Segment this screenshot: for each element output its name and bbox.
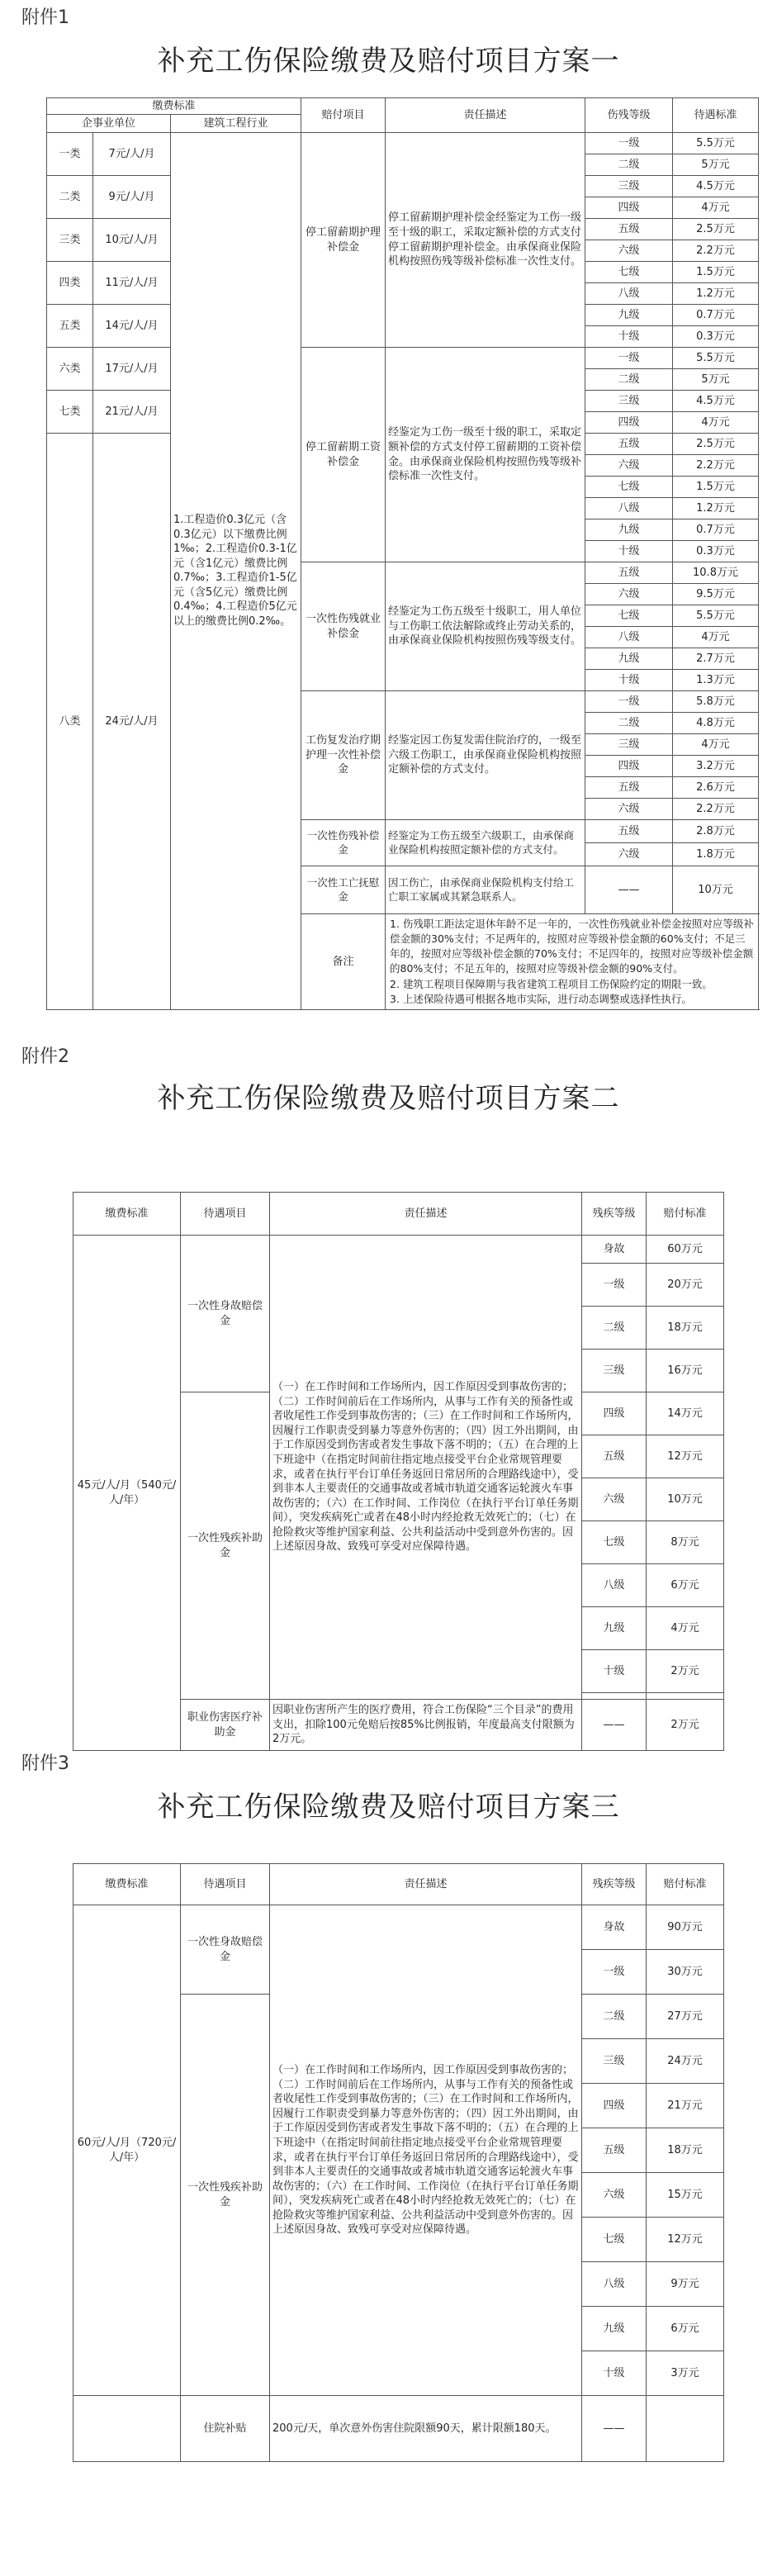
- construction-header: 建筑工程行业: [171, 115, 301, 133]
- annex3-title: 补充工伤保险缴费及赔付项目方案三: [157, 1791, 620, 1824]
- enterprise-fee: 7元/人/月: [93, 133, 171, 176]
- level-header: 伤残等级: [585, 98, 673, 133]
- medical-description: 因职业伤害所产生的医疗费用，符合工伤保险“三个目录”的费用支出，扣除100元免赔后按85%比例报销，年度最高支付限额为2万元。: [270, 1700, 582, 1751]
- amount-cell: 2.2万元: [673, 799, 759, 820]
- level-cell: 一级: [585, 133, 673, 154]
- amount-cell: 5万元: [673, 369, 759, 391]
- level-header: 残疾等级: [582, 1193, 647, 1236]
- fee-cell: 60元/人/月（720元/人/年）: [73, 1905, 181, 2396]
- amount-header: 赔付标准: [647, 1193, 724, 1236]
- remarks-block: [386, 914, 759, 1010]
- fee-header: 缴费标准: [73, 1864, 181, 1905]
- benefit-description: 经鉴定为工伤一级至十级的职工，采取定额补偿的方式支付停工留薪期的工资补偿金。由承保商业保险机构按照伤残等级补偿标准一次性支付。: [386, 348, 585, 562]
- level-cell: 九级: [585, 519, 673, 541]
- level-cell: 三级: [585, 391, 673, 412]
- level-cell: ——: [585, 866, 673, 914]
- enterprise-fee: 14元/人/月: [93, 305, 171, 348]
- level-cell: 八级: [582, 1564, 647, 1607]
- amount-cell: 90万元: [647, 1905, 724, 1950]
- level-cell: 三级: [582, 1350, 647, 1392]
- level-cell: 一级: [582, 1264, 647, 1307]
- remarks-label: 备注: [301, 914, 386, 1010]
- fee-header: 缴费标准: [73, 1193, 181, 1236]
- construction-text: 1.工程造价0.3亿元（含0.3亿元）以下缴费比例1‰；2.工程造价0.3-1亿元（含1亿元）缴费比例0.7‰；3.工程造价1-5亿元（含5亿元）缴费比例0.4‰；4.工程造价5亿元以上的缴费比例0.2‰。: [171, 133, 301, 1010]
- annex1-label: 附件1: [21, 7, 69, 28]
- annex1-title: 补充工伤保险缴费及赔付项目方案一: [157, 45, 620, 78]
- amount-cell: 12万元: [647, 1435, 724, 1478]
- annex3-label: 附件3: [21, 1753, 69, 1774]
- level-cell: 身故: [582, 1236, 647, 1264]
- benefit-description: 经鉴定因工伤复发需住院治疗的，一级至六级工伤职工，由承保商业保险机构按照定额补偿的方式支付。: [386, 691, 585, 820]
- level-cell: 二级: [582, 1307, 647, 1350]
- amount-cell: [647, 2396, 724, 2462]
- level-cell: 四级: [582, 2084, 647, 2128]
- amount-cell: 1.3万元: [673, 670, 759, 691]
- hospital-description: 200元/天，单次意外伤害住院限额90天，累计限额180天。: [270, 2396, 582, 2462]
- annex2-table: [73, 1192, 724, 1751]
- enterprise-class: 二类: [47, 176, 93, 219]
- enterprise-fee: 11元/人/月: [93, 262, 171, 305]
- death-item: 一次性身故赔偿金: [181, 1236, 270, 1392]
- amount-cell: 5.5万元: [673, 348, 759, 369]
- amount-cell: 5.5万元: [673, 605, 759, 627]
- annex1-table: [46, 97, 759, 1010]
- hospital-item: 住院补贴: [181, 2396, 270, 2462]
- annex3-table: [73, 1863, 724, 2462]
- description-header: 责任描述: [270, 1193, 582, 1236]
- level-cell: 八级: [585, 283, 673, 305]
- disability-item: 一次性残疾补助金: [181, 1995, 270, 2396]
- amount-cell: 4.5万元: [673, 391, 759, 412]
- amount-cell: 1.5万元: [673, 477, 759, 498]
- level-cell: 六级: [582, 1478, 647, 1521]
- benefit-description: （一）在工作时间和工作场所内，因工作原因受到事故伤害的；（二）工作时间前后在工作场所内，从事与工作有关的预备性或者收尾性工作受到事故伤害的；（三）在工作时间和工作场所内，因履行工作职责受到暴力等意外伤害的；（四）因工外出期间，由于工作原因受到伤害或者发生事故下落不明的；（五）在合理的上下班途中（在指定时间前往指定地点接受平台企业常规管理要求，或者在执行平台订单任务返回日常居所的合理路线途中），受到非本人主要责任的交通事故或者城市轨道交通客运轮渡火车事故伤害的；（六）在工作时间、工作岗位（在执行平台订单任务期间），突发疾病死亡或者在48小时内经抢救无效死亡的；（七）在抢险救灾等维护国家利益、公共利益活动中受到意外伤害的。因上述原因身故、致残可享受对应保障待遇。: [270, 1905, 582, 2396]
- level-cell: 三级: [585, 176, 673, 197]
- amount-cell: 16万元: [647, 1350, 724, 1392]
- level-header: 残疾等级: [582, 1864, 647, 1905]
- benefit-description: （一）在工作时间和工作场所内，因工作原因受到事故伤害的；（二）工作时间前后在工作场所内，从事与工作有关的预备性或者收尾性工作受到事故伤害的；（三）在工作时间和工作场所内，因履行工作职责受到暴力等意外伤害的；（四）因工外出期间，由于工作原因受到伤害或者发生事故下落不明的；（五）在合理的上下班途中（在指定时间前往指定地点接受平台企业常规管理要求，或者在执行平台订单任务返回日常居所的合理路线途中），受到非本人主要责任的交通事故或者城市轨道交通客运轮渡火车事故伤害的；（六）在工作时间、工作岗位（在执行平台订单任务期间），突发疾病死亡或者在48小时内经抢救无效死亡的；（七）在抢险救灾等维护国家利益、公共利益活动中受到意外伤害的。因上述原因身故、致残可享受对应保障待遇。: [270, 1236, 582, 1700]
- level-cell: 身故: [582, 1905, 647, 1950]
- level-cell: 六级: [585, 584, 673, 605]
- fee-cell-empty: [73, 2396, 181, 2462]
- amount-cell: 5.8万元: [673, 691, 759, 713]
- annex2-label: 附件2: [21, 1046, 69, 1067]
- amount-cell: 2.2万元: [673, 455, 759, 477]
- enterprise-fee: 21元/人/月: [93, 391, 171, 434]
- amount-cell: 4.8万元: [673, 713, 759, 734]
- level-cell: 八级: [582, 2262, 647, 2307]
- level-cell: 七级: [585, 605, 673, 627]
- amount-cell: 1.2万元: [673, 283, 759, 305]
- level-cell: 三级: [585, 734, 673, 756]
- amount-cell: 9万元: [647, 2262, 724, 2307]
- benefit-item: 一次性伤残就业补偿金: [301, 562, 386, 691]
- amount-cell: 2.5万元: [673, 219, 759, 240]
- amount-cell: 4万元: [673, 197, 759, 219]
- amount-header: 赔付标准: [647, 1864, 724, 1905]
- amount-cell: 12万元: [647, 2218, 724, 2262]
- level-cell: 十级: [585, 670, 673, 691]
- level-cell: 二级: [585, 154, 673, 176]
- level-cell: 一级: [585, 691, 673, 713]
- amount-header: 待遇标准: [673, 98, 759, 133]
- level-cell: 五级: [585, 777, 673, 799]
- amount-cell: 0.7万元: [673, 519, 759, 541]
- level-cell: 三级: [582, 2039, 647, 2084]
- amount-cell: 10万元: [647, 1478, 724, 1521]
- amount-cell: 2.6万元: [673, 777, 759, 799]
- benefit-header: 待遇项目: [181, 1193, 270, 1236]
- amount-cell: 20万元: [647, 1264, 724, 1307]
- amount-cell: 4万元: [673, 734, 759, 756]
- level-cell: 十级: [585, 541, 673, 562]
- fee-standard-header: 缴费标准: [47, 98, 301, 115]
- level-cell: 一级: [585, 348, 673, 369]
- amount-cell: 30万元: [647, 1950, 724, 1995]
- enterprise-fee: 9元/人/月: [93, 176, 171, 219]
- benefit-description: 经鉴定为工伤五级至十级职工，用人单位与工伤职工依法解除或终止劳动关系的，由承保商业保险机构按照伤残等级支付。: [386, 562, 585, 691]
- level-cell: 九级: [582, 1607, 647, 1650]
- level-cell: 四级: [585, 412, 673, 434]
- amount-cell: 5万元: [673, 154, 759, 176]
- enterprise-class: 一类: [47, 133, 93, 176]
- enterprise-fee: 10元/人/月: [93, 219, 171, 262]
- amount-cell: 4万元: [673, 412, 759, 434]
- amount-cell: 3.2万元: [673, 756, 759, 777]
- amount-cell: 0.7万元: [673, 305, 759, 326]
- level-cell: 七级: [585, 477, 673, 498]
- level-cell: 六级: [585, 455, 673, 477]
- level-cell: 五级: [585, 820, 673, 843]
- level-cell: 十级: [585, 326, 673, 348]
- amount-cell: 4.5万元: [673, 176, 759, 197]
- amount-cell: 10.8万元: [673, 562, 759, 584]
- level-cell: 九级: [585, 305, 673, 326]
- medical-item: 职业伤害医疗补助金: [181, 1700, 270, 1751]
- level-cell: 六级: [585, 799, 673, 820]
- benefit-description: 经鉴定为工伤五级至六级职工，由承保商业保险机构按照定额补偿的方式支付。: [386, 820, 585, 866]
- amount-cell: 18万元: [647, 1307, 724, 1350]
- benefit-item: 停工留薪期护理补偿金: [301, 133, 386, 348]
- level-cell: 九级: [582, 2307, 647, 2351]
- amount-cell: 3万元: [647, 2351, 724, 2396]
- remark-line: 2. 建筑工程项目保障期与我省建筑工程项目工伤保险约定的期限一致。: [390, 977, 713, 990]
- benefit-item: 一次性工亡抚慰金: [301, 866, 386, 914]
- benefit-header: 待遇项目: [181, 1864, 270, 1905]
- benefit-item: 工伤复发治疗期护理一次性补偿金: [301, 691, 386, 820]
- description-header: 责任描述: [270, 1864, 582, 1905]
- benefit-description: 因工伤亡，由承保商业保险机构支付给工亡职工家属或其紧急联系人。: [386, 866, 585, 914]
- amount-cell: 2万元: [647, 1700, 724, 1751]
- level-cell: 五级: [585, 219, 673, 240]
- amount-cell: 0.3万元: [673, 326, 759, 348]
- level-cell: 七级: [582, 2218, 647, 2262]
- amount-cell: 18万元: [647, 2128, 724, 2173]
- amount-cell: 6万元: [647, 1564, 724, 1607]
- level-cell: 六级: [585, 240, 673, 262]
- enterprise-header: 企事业单位: [47, 115, 171, 133]
- amount-cell: 1.2万元: [673, 498, 759, 519]
- level-cell: 五级: [582, 2128, 647, 2173]
- amount-cell: 4万元: [673, 627, 759, 648]
- amount-cell: 60万元: [647, 1236, 724, 1264]
- enterprise-class: 五类: [47, 305, 93, 348]
- amount-cell: 8万元: [647, 1521, 724, 1564]
- amount-cell: 21万元: [647, 2084, 724, 2128]
- level-cell: 二级: [585, 369, 673, 391]
- level-cell: 二级: [582, 1995, 647, 2039]
- amount-cell: 2万元: [647, 1650, 724, 1693]
- item-header: 赔付项目: [301, 98, 386, 133]
- spacer-cell: [647, 1693, 724, 1700]
- level-cell: 八级: [585, 627, 673, 648]
- amount-cell: 4万元: [647, 1607, 724, 1650]
- level-cell: 五级: [582, 1435, 647, 1478]
- enterprise-class: 四类: [47, 262, 93, 305]
- amount-cell: 24万元: [647, 2039, 724, 2084]
- benefit-description: 停工留薪期护理补偿金经鉴定为工伤一级至十级的职工，采取定额补偿的方式支付停工留薪期护理补偿金。由承保商业保险机构按照伤残等级补偿标准一次性支付。: [386, 133, 585, 348]
- level-cell: 七级: [585, 262, 673, 283]
- description-header: 责任描述: [386, 98, 585, 133]
- level-cell: 四级: [585, 197, 673, 219]
- amount-cell: 1.5万元: [673, 262, 759, 283]
- level-cell: 四级: [582, 1392, 647, 1435]
- level-cell: 二级: [585, 713, 673, 734]
- level-cell: 四级: [585, 756, 673, 777]
- enterprise-class: 六类: [47, 348, 93, 391]
- annex2-title: 补充工伤保险缴费及赔付项目方案二: [157, 1082, 620, 1115]
- amount-cell: 1.8万元: [673, 843, 759, 866]
- fee-cell: 45元/人/月（540元/人/年）: [73, 1236, 181, 1751]
- amount-cell: 2.7万元: [673, 648, 759, 670]
- amount-cell: 14万元: [647, 1392, 724, 1435]
- level-cell: 十级: [582, 1650, 647, 1693]
- disability-item: 一次性残疾补助金: [181, 1392, 270, 1700]
- amount-cell: 15万元: [647, 2173, 724, 2218]
- level-cell: 一级: [582, 1950, 647, 1995]
- spacer-cell: [582, 1693, 647, 1700]
- amount-cell: 10万元: [673, 866, 759, 914]
- death-item: 一次性身故赔偿金: [181, 1905, 270, 1995]
- level-cell: 七级: [582, 1521, 647, 1564]
- amount-cell: 2.8万元: [673, 820, 759, 843]
- level-cell: ——: [582, 1700, 647, 1751]
- amount-cell: 6万元: [647, 2307, 724, 2351]
- level-cell: ——: [582, 2396, 647, 2462]
- benefit-item: 一次性伤残补偿金: [301, 820, 386, 866]
- remark-line: 3. 上述保险待遇可根据各地市实际，进行动态调整或选择性执行。: [390, 992, 692, 1005]
- enterprise-fee: 17元/人/月: [93, 348, 171, 391]
- amount-cell: 0.3万元: [673, 541, 759, 562]
- amount-cell: 5.5万元: [673, 133, 759, 154]
- remark-line: 1. 伤残职工距法定退休年龄不足一年的，一次性伤残就业补偿金按照对应等级补偿金额的30%支付；不足两年的，按照对应等级补偿金额的60%支付；不足三年的，按照对应等级补偿金额的70%支付；不足四年的，按照对应等级补偿金额的80%支付；不足五年的，按照对应等级补偿金额的90%支付。: [390, 918, 754, 975]
- enterprise-class: 八类: [47, 434, 93, 1010]
- amount-cell: 2.2万元: [673, 240, 759, 262]
- amount-cell: 9.5万元: [673, 584, 759, 605]
- level-cell: 九级: [585, 648, 673, 670]
- benefit-item: 停工留薪期工资补偿金: [301, 348, 386, 562]
- level-cell: 六级: [582, 2173, 647, 2218]
- level-cell: 六级: [585, 843, 673, 866]
- enterprise-class: 七类: [47, 391, 93, 434]
- level-cell: 五级: [585, 434, 673, 455]
- level-cell: 五级: [585, 562, 673, 584]
- level-cell: 十级: [582, 2351, 647, 2396]
- enterprise-class: 三类: [47, 219, 93, 262]
- amount-cell: 2.5万元: [673, 434, 759, 455]
- enterprise-fee: 24元/人/月: [93, 434, 171, 1010]
- level-cell: 八级: [585, 498, 673, 519]
- amount-cell: 27万元: [647, 1995, 724, 2039]
